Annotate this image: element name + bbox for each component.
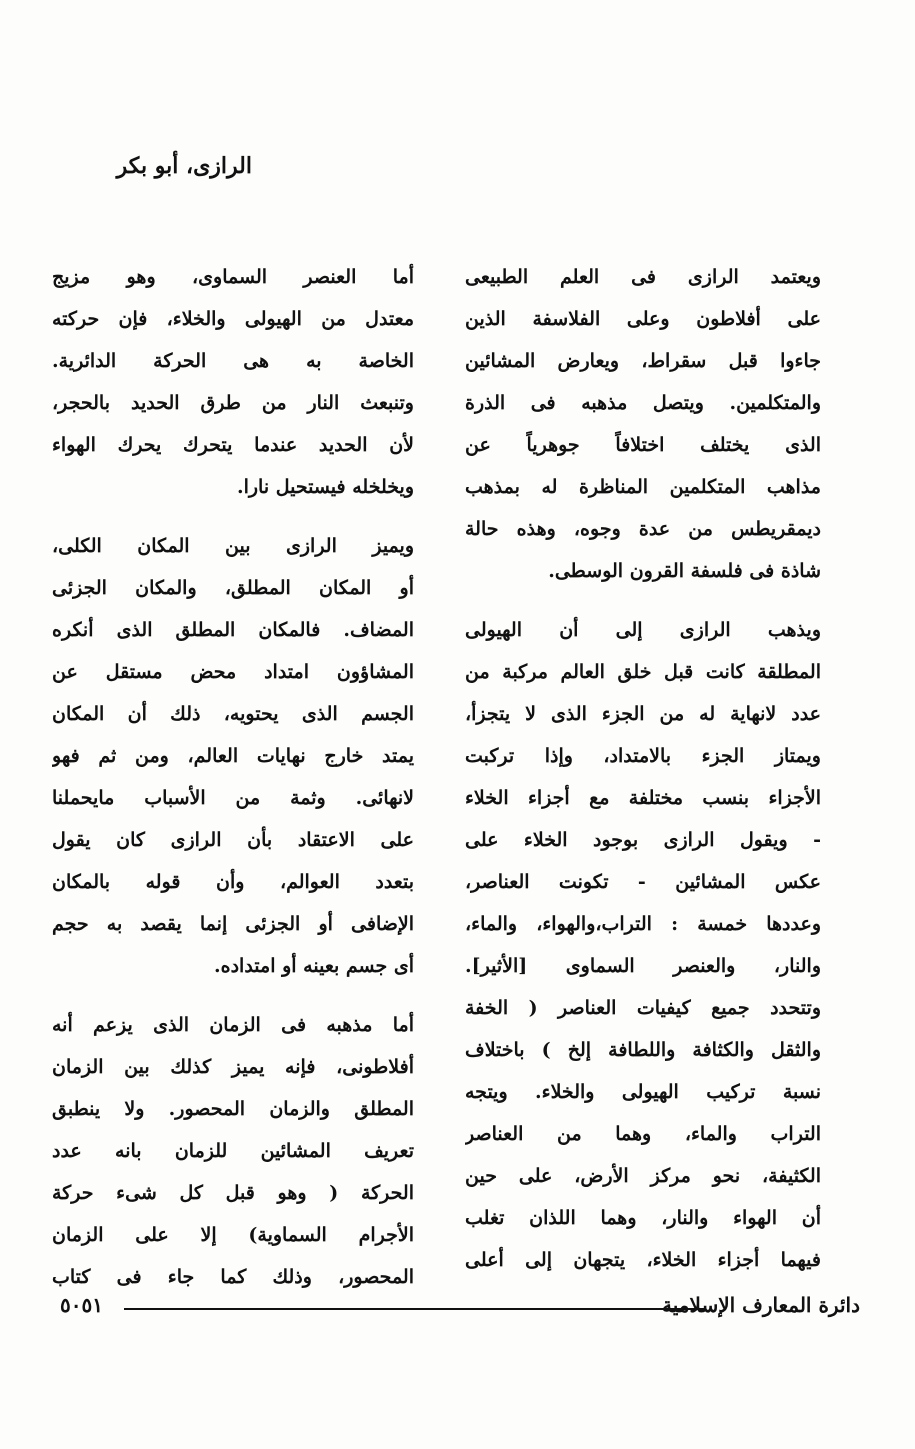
text-line: الأجرام السماوية) إلا على الزمان (52, 1224, 414, 1246)
text-line: تعريف المشائين للزمان بانه عدد (52, 1140, 414, 1162)
text-line: الذى يختلف اختلافاً جوهرياً عن (465, 434, 821, 456)
paragraph (465, 256, 821, 592)
text-line: فيهما أجزاء الخلاء، يتجهان إلى أعلى (465, 1249, 821, 1271)
paragraph (52, 1004, 414, 1298)
paragraph (465, 609, 821, 1281)
text-line: ويمتاز الجزء بالامتداد، وإذا تركبت (465, 745, 821, 767)
text-line: الإضافى أو الجزئى إنما يقصد به حجم (52, 913, 414, 935)
page-footer (60, 1290, 860, 1324)
text-line: على أفلاطون وعلى الفلاسفة الذين (465, 308, 821, 330)
text-line: المضاف. فالمكان المطلق الذى أنكره (52, 619, 414, 641)
text-line: الجسم الذى يحتويه، ذلك أن المكان (52, 703, 414, 725)
text-line: وتتحدد جميع كيفيات العناصر ( الخفة (465, 997, 821, 1019)
text-line: الأجزاء بنسب مختلفة مع أجزاء الخلاء (465, 787, 821, 809)
publication-title: دائرة المعارف الإسلامية (662, 1293, 860, 1317)
text-line: لأن الحديد عندما يتحرك يحرك الهواء (52, 434, 414, 456)
text-line: المطلقة كانت قبل خلق العالم مركبة من (465, 661, 821, 683)
text-line: يمتد خارج نهايات العالم، ومن ثم فهو (52, 745, 414, 767)
text-line: المحصور، وذلك كما جاء فى كتاب (52, 1266, 414, 1288)
text-line: المطلق والزمان المحصور. ولا ينطبق (52, 1098, 414, 1120)
text-line: ويميز الرازى بين المكان الكلى، (52, 535, 414, 557)
text-line: الخاصة به هى الحركة الدائرية. (52, 350, 414, 372)
text-line: والثقل والكثافة واللطافة إلخ ) باختلاف (465, 1039, 821, 1061)
text-line: لانهائى. وثمة من الأسباب مايحملنا (52, 787, 414, 809)
text-line: ويعتمد الرازى فى العلم الطبيعى (465, 266, 821, 288)
text-line: عدد لانهاية له من الجزء الذى لا يتجزأ، (465, 703, 821, 725)
text-line: معتدل من الهيولى والخلاء، فإن حركته (52, 308, 414, 330)
page-number: ٥٠٥١ (60, 1293, 103, 1317)
text-line: والنار، والعنصر السماوى [الأثير]. (465, 955, 821, 977)
text-line: شاذة فى فلسفة القرون الوسطى. (548, 560, 821, 582)
text-line: ويخلخله فيستحيل نارا. (236, 476, 414, 498)
text-line: المشاؤون امتداد محض مستقل عن (52, 661, 414, 683)
text-line: ديمقريطس من عدة وجوه، وهذه حالة (465, 518, 821, 540)
running-title: الرازى، أبو بكر (116, 153, 252, 179)
text-line: ويذهب الرازى إلى أن الهيولى (465, 619, 821, 641)
paragraph-gap (52, 987, 414, 1004)
text-line: على الاعتقاد بأن الرازى كان يقول (52, 829, 414, 851)
paragraph-gap (465, 592, 821, 609)
text-line: أو المكان المطلق، والمكان الجزئى (52, 577, 414, 599)
text-line: بتعدد العوالم، وأن قوله بالمكان (52, 871, 414, 893)
text-line: الكثيفة، نحو مركز الأرض، على حين (465, 1165, 821, 1187)
text-line: والمتكلمين. ويتصل مذهبه فى الذرة (465, 392, 821, 414)
text-line: أفلاطونى، فإنه يميز كذلك بين الزمان (52, 1056, 414, 1078)
paragraph (52, 256, 414, 508)
text-line: وتنبعث النار من طرق الحديد بالحجر، (52, 392, 414, 414)
left-column (52, 256, 414, 1298)
text-line: نسبة تركيب الهيولى والخلاء. ويتجه (465, 1081, 821, 1103)
text-line: أى جسم بعينه أو امتداده. (214, 955, 414, 977)
paragraph (52, 525, 414, 987)
text-line: مذاهب المتكلمين المناظرة له بمذهب (465, 476, 821, 498)
footer-rule (124, 1308, 704, 1310)
text-line: أما مذهبه فى الزمان الذى يزعم أنه (52, 1014, 414, 1036)
text-line: وعددها خمسة : التراب،والهواء، والماء، (465, 913, 821, 935)
text-line: التراب والماء، وهما من العناصر (465, 1123, 821, 1145)
text-line: جاءوا قبل سقراط، ويعارض المشائين (465, 350, 821, 372)
text-line: - ويقول الرازى بوجود الخلاء على (465, 829, 821, 851)
text-line: أما العنصر السماوى، وهو مزيج (52, 266, 414, 288)
text-line: الحركة ( وهو قبل كل شىء حركة (52, 1182, 414, 1204)
text-line: أن الهواء والنار، وهما اللذان تغلب (465, 1207, 821, 1229)
right-column (465, 256, 821, 1281)
paragraph-gap (52, 508, 414, 525)
text-line: عكس المشائين - تكونت العناصر، (465, 871, 821, 893)
